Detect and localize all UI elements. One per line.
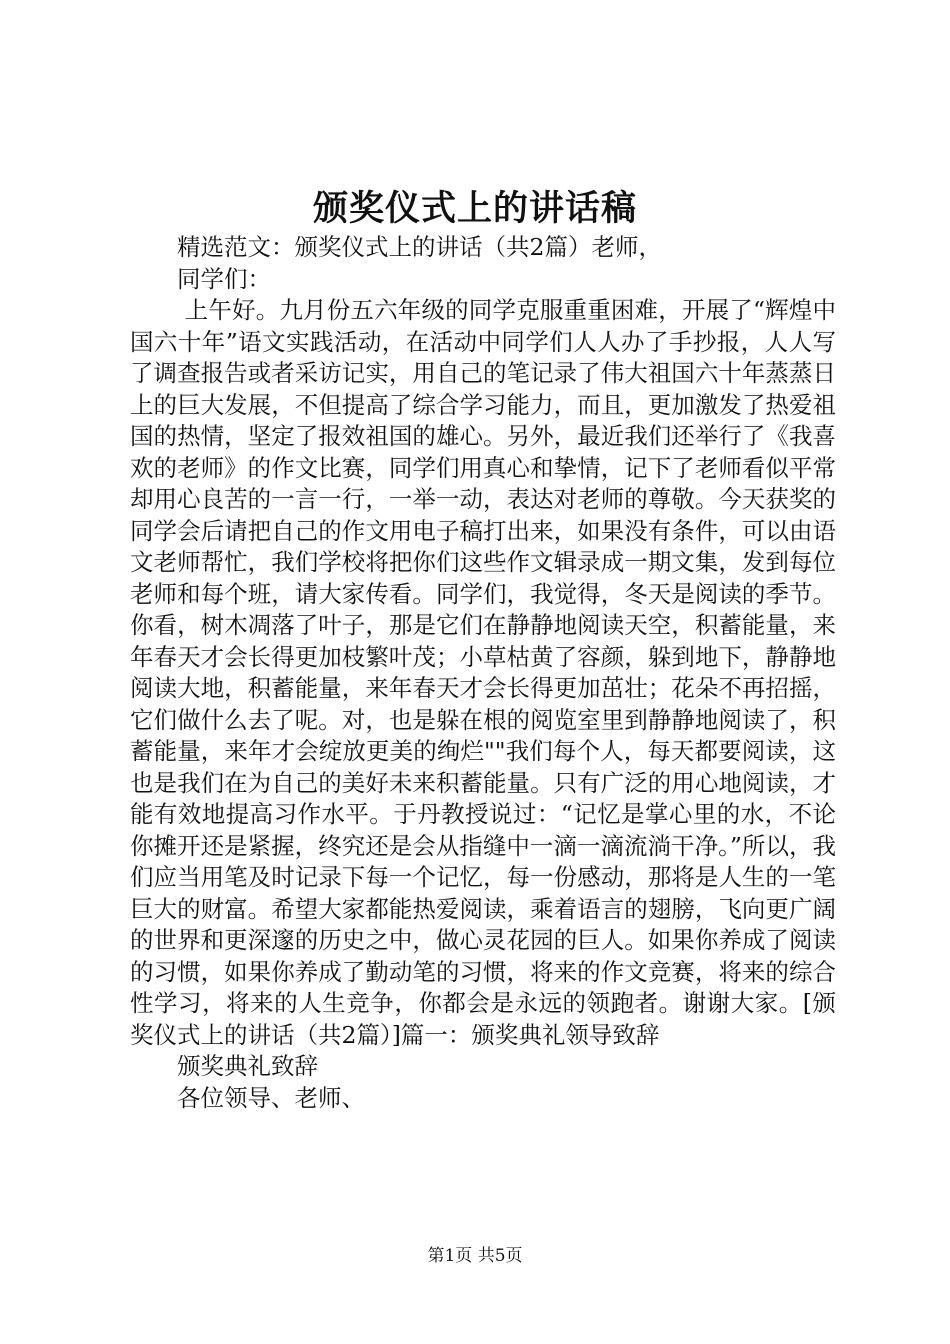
- page-number-footer: 第1页 共5页: [427, 1246, 523, 1266]
- document-body: [130, 232, 836, 1114]
- intro-paragraph: 精选范文：颁奖仪式上的讲话（共2篇）老师，: [177, 233, 662, 261]
- speech-paragraph: 上午好。九月份五六年级的同学克服重重困难，开展了“辉煌中国六十年”语文实践活动，在活动中同学们人人办了手抄报，人人写了调查报告或者采访记实，用自己的笔记录了伟大祖国六十年蒸蒸日上的巨大发展，不但提高了综合学习能力，而且，更加激发了热爱祖国的热情，坚定了报效祖国的雄心。另外，最近我们还举行了《我喜欢的老师》的作文比赛，同学们用真心和挚情，记下了老师看似平常却用心良苦的一言一行，一举一动，表达对老师的尊敬。今天获奖的同学会后请把自己的作文用电子稿打出来，如果没有条件，可以由语文老师帮忙，我们学校将把你们这些作文辑录成一期文集，发到每位老师和每个班，请大家传看。同学们，我觉得，冬天是阅读的季节。你看，树木凋落了叶子，那是它们在静静地阅读天空，积蓄能量，来年春天才会长得更加枝繁叶茂；小草枯黄了容颜，躲到地下，静静地阅读大地，积蓄能量，来年春天才会长得更加茁壮；花朵不再招摇，它们做什么去了呢。对，也是躲在根的阅览室里到静静地阅读了，积蓄能量，来年才会绽放更美的绚烂""我们每个人，每天都要阅读，这也是我们在为自己的美好未来积蓄能量。只有广泛的用心地阅读，才能有效地提高习作水平。于丹教授说过：“记忆是掌心里的水，不论你摊开还是紧握，终究还是会从指缝中一滴一滴流淌干净。”所以，我们应当用笔及时记录下每一个记忆，每一份感动，那将是人生的一笔巨大的财富。希望大家都能热爱阅读，乘着语言的翅膀，飞向更广阔的世界和更深邃的历史之中，做心灵花园的巨人。如果你养成了阅读的习惯，如果你养成了勤动笔的习惯，将来的作文竞赛，将来的综合性学习，将来的人生竞争，你都会是永远的领跑者。谢谢大家。[颁奖仪式上的讲话（共2篇）]篇一：颁奖典礼领导致辞: [130, 296, 836, 1049]
- address-paragraph: 各位领导、老师、: [177, 1083, 365, 1112]
- document-title: 颁奖仪式上的讲话稿: [312, 188, 637, 229]
- subheading-paragraph: 颁奖典礼致辞: [177, 1052, 318, 1080]
- salutation-paragraph: 同学们：: [177, 264, 271, 293]
